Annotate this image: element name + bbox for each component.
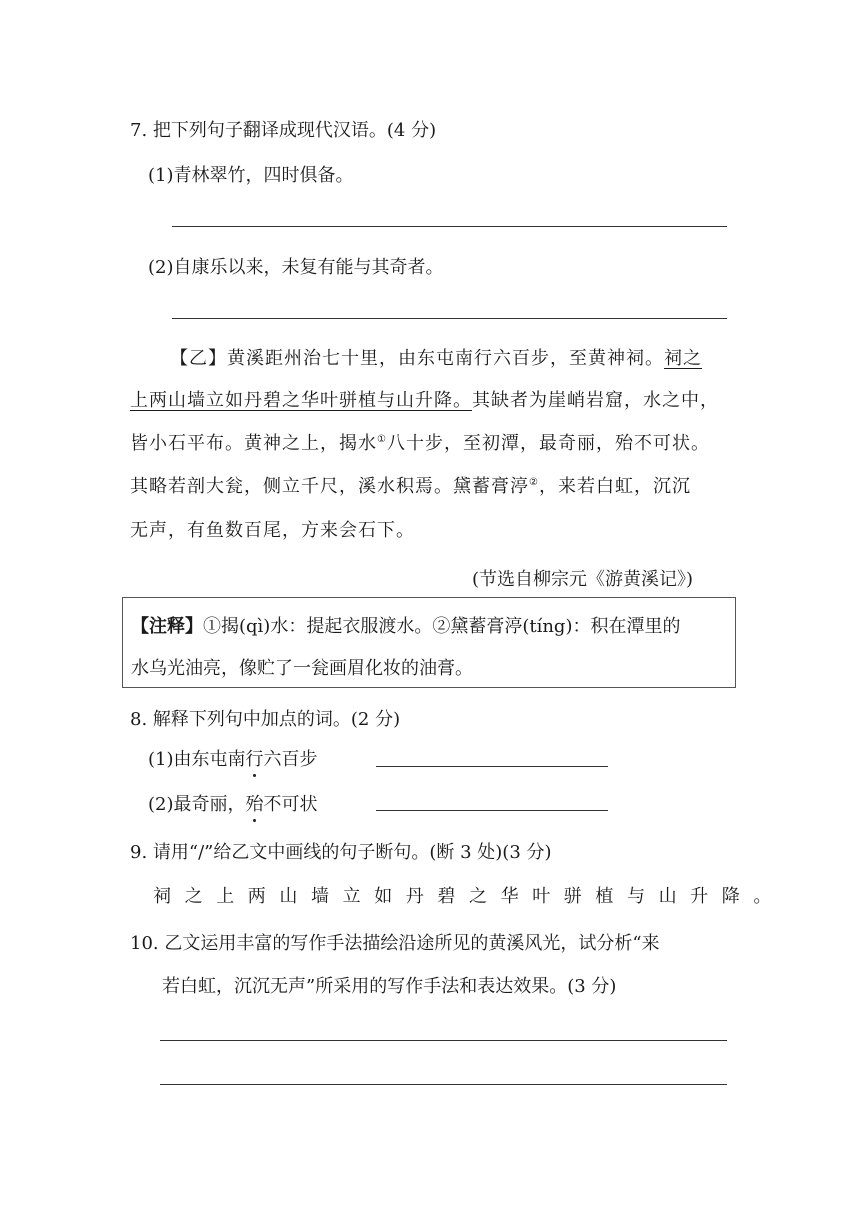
note-line-1-text: ①揭(qì)水：提起衣服渡水。②黛蓄膏渟(tíng)：积在潭里的: [203, 616, 681, 637]
q8-item-1: [148, 745, 318, 771]
q8-answer-line-1[interactable]: [376, 766, 608, 767]
q10-line-1: 10. 乙文运用丰富的写作手法描绘沿途所见的黄溪风光，试分析“来: [130, 933, 660, 954]
q10-line-2: 若白虹，沉沉无声”所采用的写作手法和表达效果。(3 分): [162, 976, 617, 997]
q10-answer-line-2[interactable]: [160, 1084, 727, 1085]
q8-title: 8. 解释下列句中加点的词。(2 分): [130, 709, 401, 730]
passage-line-4-text: 其略若剖大瓮，侧立千尺，溪水积焉。黛蓄膏渟: [130, 476, 529, 497]
passage-line-1-text: 【乙】黄溪距州治七十里，由东屯南行六百步，至黄神祠。: [170, 348, 664, 369]
note-line-1: [131, 612, 680, 638]
passage-line-2-text: 其缺者为崖峭岩窟，水之中，: [472, 390, 719, 411]
q7-title: 7. 把下列句子翻译成现代汉语。(4 分): [130, 120, 437, 141]
q7-item-2: (2)自康乐以来，未复有能与其奇者。: [148, 257, 444, 278]
q8-answer-line-2[interactable]: [376, 810, 608, 811]
passage-line-2: [130, 386, 719, 412]
footnote-marker-2: ②: [529, 477, 539, 488]
note-label: 【注释】: [131, 616, 203, 637]
passage-source: (节选自柳宗元《游黄溪记》): [472, 569, 694, 590]
q8-item-1-post: 六百步: [263, 749, 318, 770]
q7-answer-line-2[interactable]: [172, 318, 727, 319]
q9-title: 9. 请用“/”给乙文中画线的句子断句。(断 3 处)(3 分): [130, 842, 552, 863]
passage-line-5: 无声，有鱼数百尾，方来会石下。: [130, 520, 415, 541]
q8-item-2-post: 不可状: [263, 794, 318, 815]
q8-item-1-dotted-word: 行: [246, 745, 264, 771]
passage-line-4: [130, 472, 691, 498]
passage-line-3-rest: 八十步，至初潭，最奇丽，殆不可状。: [386, 433, 710, 454]
passage-underlined-start: 祠之: [664, 348, 702, 369]
q9-sentence[interactable]: 祠之上两山墙立如丹碧之华叶骈植与山升降。: [153, 886, 785, 907]
passage-underlined-sentence: 上两山墙立如丹碧之华叶骈植与山升降。: [130, 390, 472, 411]
note-box: [122, 597, 736, 688]
passage-line-3: [130, 429, 710, 455]
note-line-2: 水乌光油亮，像贮了一瓮画眉化妆的油膏。: [131, 658, 473, 679]
footnote-marker-1: ①: [377, 434, 387, 445]
q8-item-2-dotted-word: 殆: [246, 790, 264, 816]
q8-item-1-pre: (1)由东屯南: [148, 749, 246, 770]
q8-item-2-pre: (2)最奇丽，: [148, 794, 246, 815]
passage-line-4-rest: ，来若白虹，沉沉: [538, 476, 691, 497]
q8-item-2: [148, 790, 318, 816]
q7-item-1: (1)青林翠竹，四时俱备。: [148, 165, 354, 186]
q10-answer-line-1[interactable]: [160, 1040, 727, 1041]
passage-line-1: [170, 344, 702, 370]
q7-answer-line-1[interactable]: [172, 226, 727, 227]
passage-line-3-text: 皆小石平布。黄神之上，揭水: [130, 433, 377, 454]
